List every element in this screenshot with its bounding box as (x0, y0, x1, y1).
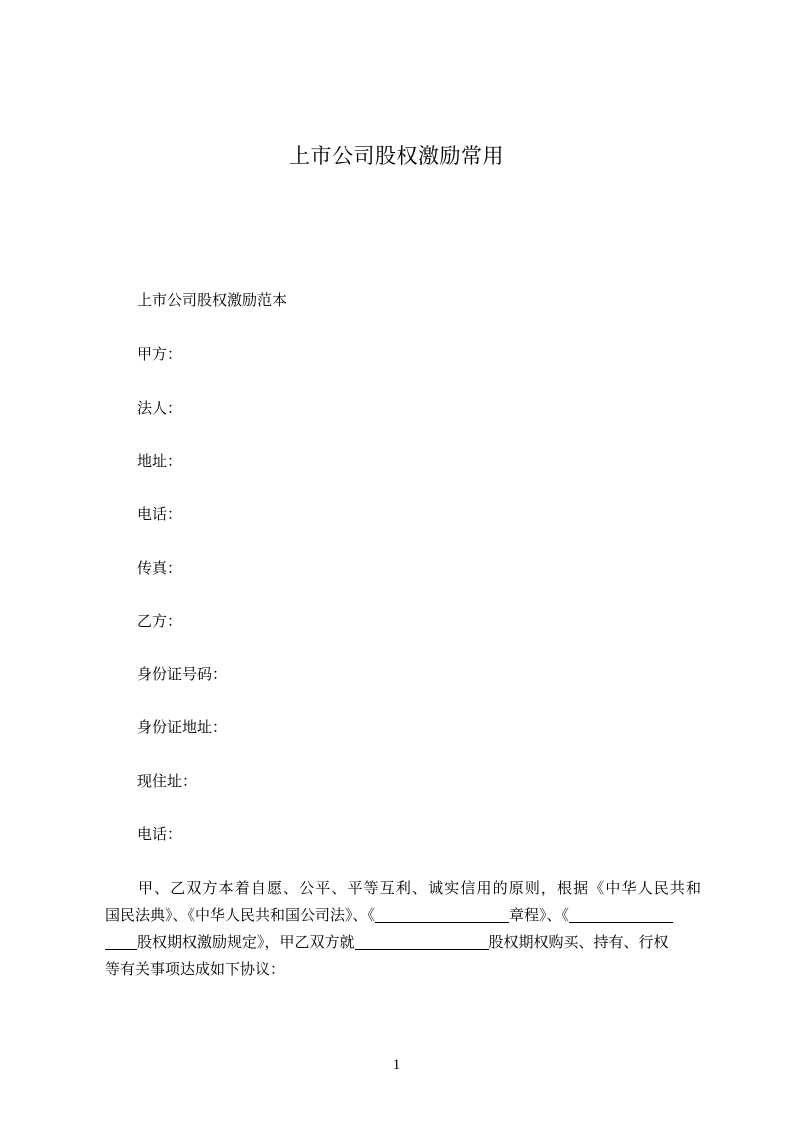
paragraph-line-1 (105, 875, 701, 902)
paragraph-text: 等有关事项达成如下协议： (105, 960, 286, 978)
field-phone-b: 电话： (137, 825, 183, 843)
paragraph-text: 甲、乙双方本着自愿、公平、平等互利、诚实信用的原则，根据《中华人民共和 (138, 879, 701, 897)
paragraph-text: 股权期权激励规定》，甲乙双方就 (137, 933, 355, 951)
field-party-b: 乙方： (137, 612, 183, 630)
field-fax: 传真： (137, 559, 183, 577)
blank-line (355, 933, 489, 950)
field-id-address: 身份证地址： (137, 718, 228, 736)
field-address: 地址： (137, 452, 183, 470)
document-title: 上市公司股权激励常用 (289, 144, 504, 168)
paragraph-line-4 (105, 956, 701, 983)
field-phone-a: 电话： (137, 505, 183, 523)
paragraph-text: 股权期权购买、持有、行权 (488, 933, 669, 951)
blank-line (105, 933, 137, 950)
page-number: 1 (392, 1057, 401, 1073)
document-subtitle: 上市公司股权激励范本 (137, 291, 288, 309)
blank-line (569, 906, 673, 923)
paragraph-line-3 (105, 929, 701, 956)
field-current-address: 现住址： (137, 772, 198, 790)
paragraph-text: 章程》、《 (509, 906, 570, 924)
paragraph-line-2 (105, 902, 701, 929)
paragraph-text: 国民法典》、《中华人民共和国公司法》、《 (105, 906, 376, 924)
field-legal-person: 法人： (137, 399, 183, 417)
blank-line (375, 906, 509, 923)
agreement-paragraph (105, 875, 701, 983)
field-party-a: 甲方： (137, 345, 183, 363)
field-id-number: 身份证号码： (137, 665, 228, 683)
